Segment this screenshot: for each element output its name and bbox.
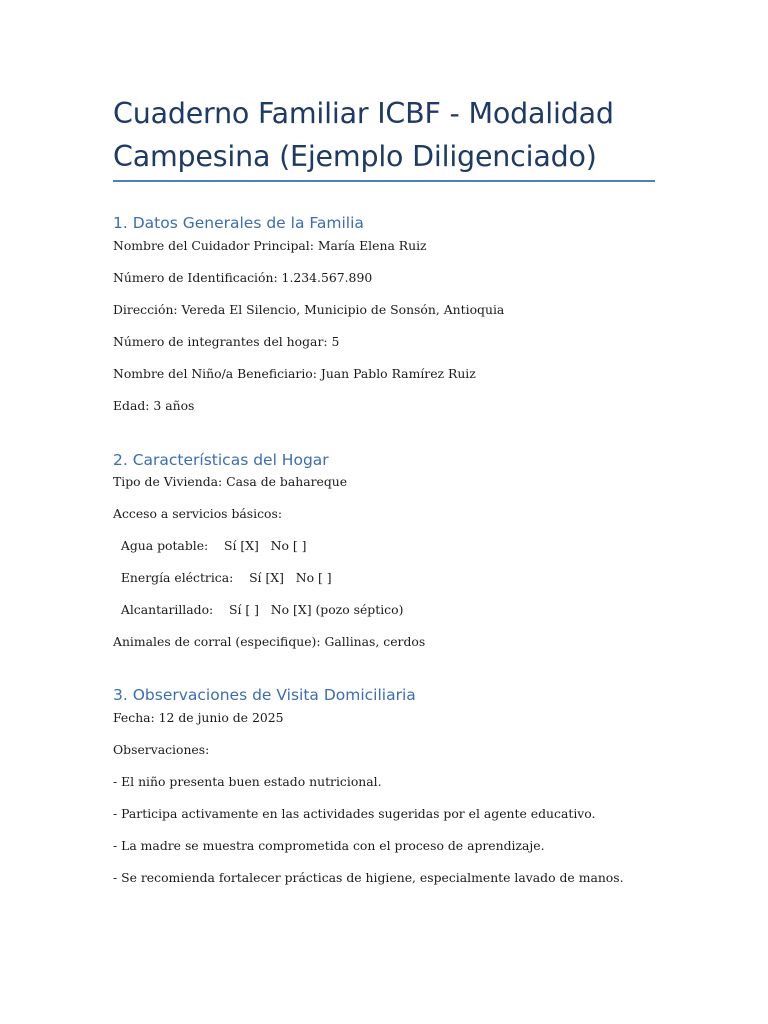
observation-item: - El niño presenta buen estado nutricional. (113, 774, 382, 789)
field-edad: Edad: 3 años (113, 398, 195, 413)
section-heading-observaciones-visita: 3. Observaciones de Visita Domiciliaria (113, 686, 416, 704)
field-energia-electrica: Energía eléctrica: Sí [X] No [ ] (113, 570, 332, 585)
field-numero-identificacion: Número de Identificación: 1.234.567.890 (113, 270, 373, 285)
field-observaciones-label: Observaciones: (113, 742, 210, 757)
field-alcantarillado: Alcantarillado: Sí [ ] No [X] (pozo séptico) (113, 602, 404, 617)
field-fecha: Fecha: 12 de junio de 2025 (113, 710, 284, 725)
field-animales-corral: Animales de corral (especifique): Gallinas, cerdos (113, 634, 426, 649)
field-nombre-beneficiario: Nombre del Niño/a Beneficiario: Juan Pablo Ramírez Ruiz (113, 366, 476, 381)
field-integrantes-hogar: Número de integrantes del hogar: 5 (113, 334, 340, 349)
field-cuidador-principal: Nombre del Cuidador Principal: María Elena Ruiz (113, 238, 427, 253)
observation-item: - La madre se muestra comprometida con el proceso de aprendizaje. (113, 838, 545, 853)
field-servicios-basicos: Acceso a servicios básicos: (113, 506, 283, 521)
field-agua-potable: Agua potable: Sí [X] No [ ] (113, 538, 307, 553)
title-divider (113, 180, 655, 182)
section-heading-caracteristicas-hogar: 2. Características del Hogar (113, 451, 329, 469)
observation-item: - Se recomienda fortalecer prácticas de higiene, especialmente lavado de manos. (113, 870, 624, 885)
field-direccion: Dirección: Vereda El Silencio, Municipio de Sonsón, Antioquia (113, 302, 505, 317)
section-heading-datos-generales: 1. Datos Generales de la Familia (113, 214, 364, 232)
observation-item: - Participa activamente en las actividades sugeridas por el agente educativo. (113, 806, 596, 821)
document-title: Cuaderno Familiar ICBF - Modalidad Campesina (Ejemplo Diligenciado) (113, 97, 614, 173)
field-tipo-vivienda: Tipo de Vivienda: Casa de bahareque (113, 474, 348, 489)
